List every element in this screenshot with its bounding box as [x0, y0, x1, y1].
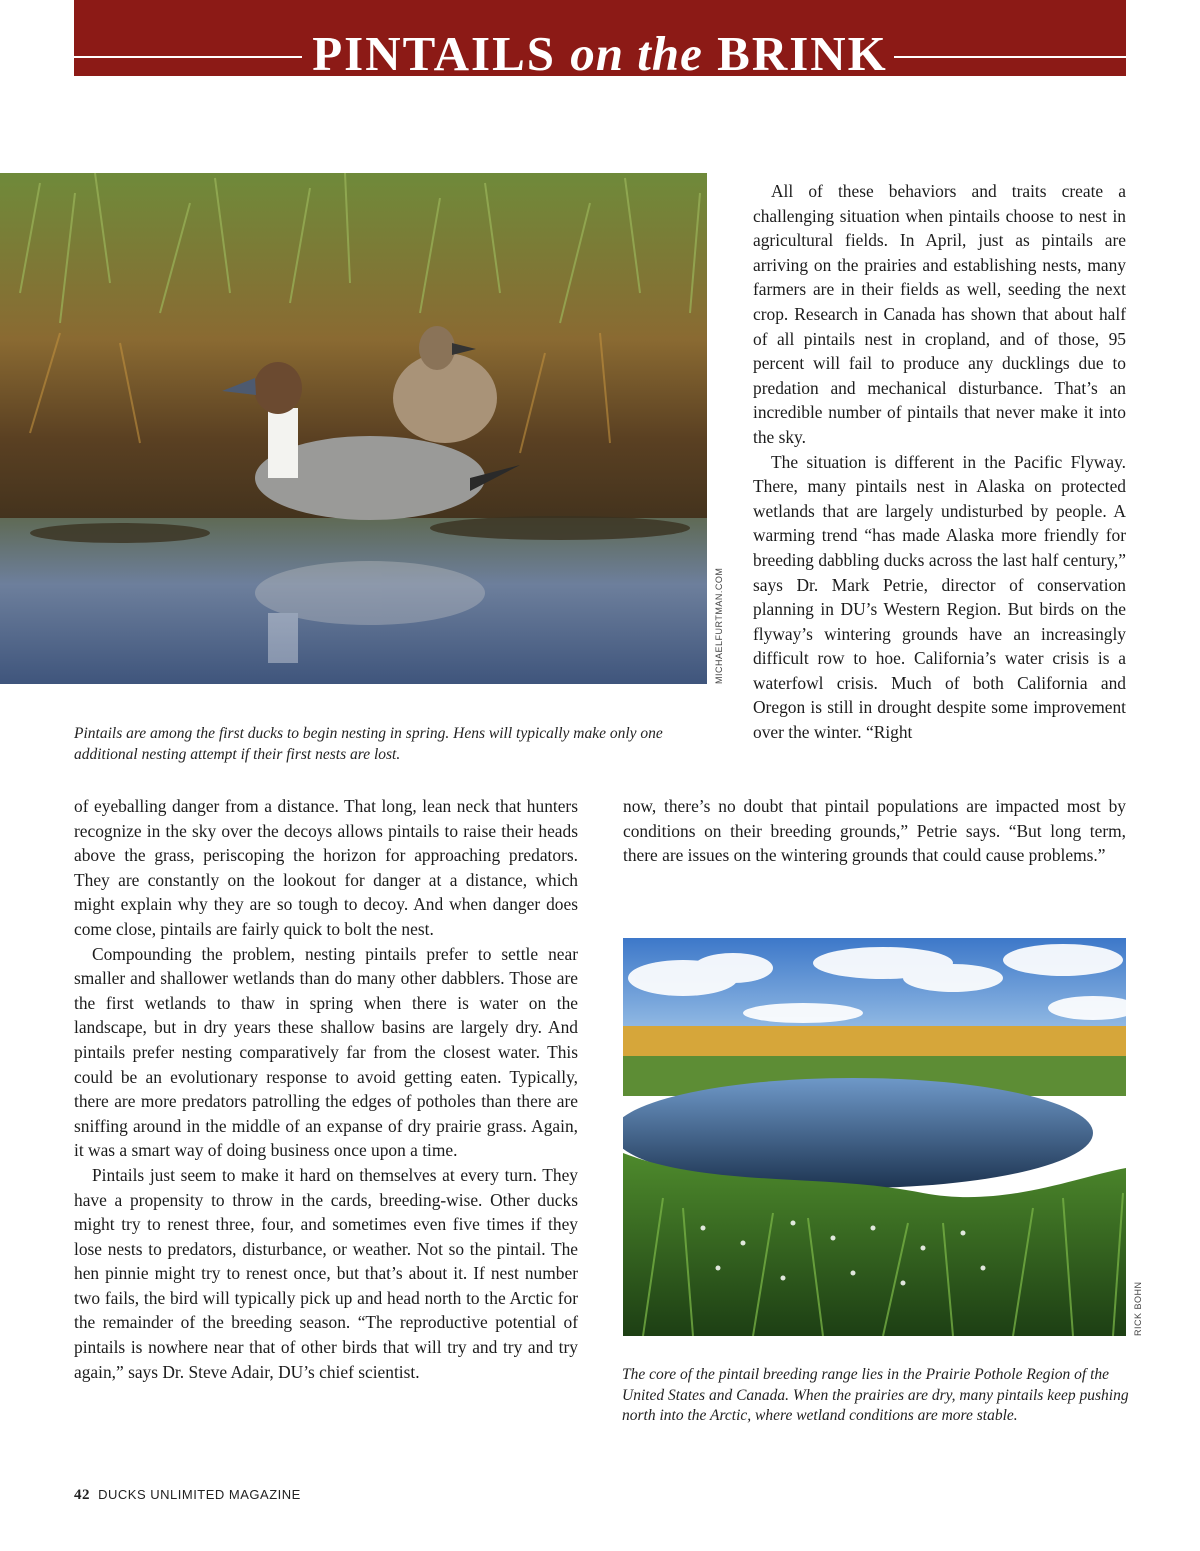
ducks-photo	[0, 173, 707, 684]
left-column-text	[74, 794, 578, 1384]
header-title-wrap	[74, 28, 1126, 80]
paragraph: All of these behaviors and traits create a challenging situation when pintails choose to nest in agricultural fields. In April, just as pintails are arriving on the prairies and establishing nests, many farmers are in their fields as well, seeding the next crop. Research in Canada has shown that about half of all pintails nest in cropland, and of those, 95 percent will fail to produce any ducklings due to predation and mechanical disturbance. That’s an incredible number of pintails that never make it into the sky.	[753, 181, 1126, 447]
title-part-3: BRINK	[702, 26, 888, 81]
page-footer	[74, 1487, 301, 1504]
right-column-continuation	[623, 794, 1126, 868]
prairie-photo	[623, 938, 1126, 1336]
ducks-photo-credit: MICHAELFURTMAN.COM	[714, 567, 724, 684]
paragraph: of eyeballing danger from a distance. That long, lean neck that hunters recognize in the sky over the decoys allows pintails to raise their heads above the grass, periscoping the horizon for approaching predators. They are constantly on the lookout for danger at a distance, which might explain why they are so tough to decoy. And when danger does come close, pintails are fairly quick to bolt the nest.	[74, 796, 578, 939]
right-column-text	[753, 179, 1126, 745]
publication-name: DUCKS UNLIMITED MAGAZINE	[98, 1487, 301, 1502]
title-part-2: on the	[570, 26, 703, 81]
page-title	[312, 28, 888, 80]
title-part-1: PINTAILS	[312, 26, 571, 81]
paragraph: Pintails just seem to make it hard on themselves at every turn. They have a propensity to throw in the cards, breeding-wise. Other ducks might try to renest three, four, and sometimes even five times if they lose nests to predators, disturbance, or weather. Not so the pintail. The hen pinnie might try to renest once, but that’s about it. If nest number two fails, the bird will typically pick up and head north to the Arctic for the remainder of the breeding season. “The reproductive potential of pintails is nowhere near that of other birds that will try and try and try again,” says Dr. Steve Adair, DU’s chief scientist.	[74, 1164, 578, 1382]
paragraph: now, there’s no doubt that pintail populations are impacted most by conditions on their breeding grounds,” Petrie says. “But long term, there are issues on the wintering grounds that could cause problems.”	[623, 796, 1126, 866]
page-number: 42	[74, 1487, 90, 1503]
paragraph: Compounding the problem, nesting pintails prefer to settle near smaller and shallower wetlands than do many other dabblers. Those are the first wetlands to thaw in spring when there is water on the landscape, but in dry years these shallow basins are largely dry. And pintails prefer nesting comparatively far from the closest water. This could be an evolutionary response to avoid getting eaten. Typically, there are more predators patrolling the edges of potholes than there are sniffing around in the middle of an expanse of dry prairie grass. Again, it was a smart way of doing business once upon a time.	[74, 943, 578, 1161]
prairie-photo-graphic	[623, 938, 1126, 1336]
prairie-photo-credit: RICK BOHN	[1133, 1281, 1143, 1336]
paragraph: The situation is different in the Pacific Flyway. There, many pintails nest in Alaska on protected wetlands that are largely undisturbed by people. A warming trend “has made Alaska more friendly for breeding dabbling ducks across the last half century,” says Dr. Mark Petrie, director of conservation planning in DU’s Western Region. But birds on the flyway’s wintering grounds have an increasingly difficult row to hoe. California’s water crisis is a waterfowl crisis. Much of both California and Oregon is still in drought despite some improvement over the winter. “Right	[753, 451, 1126, 743]
prairie-photo-caption: The core of the pintail breeding range lies in the Prairie Pothole Region of the United States and Canada. When the prairies are dry, many pintails keep pushing north into the Arctic, where wetland conditions are more stable.	[622, 1366, 1129, 1424]
ducks-photo-caption: Pintails are among the first ducks to begin nesting in spring. Hens will typically make only one additional nesting attempt if their first nests are lost.	[74, 725, 663, 763]
ducks-photo-graphic	[0, 173, 707, 684]
